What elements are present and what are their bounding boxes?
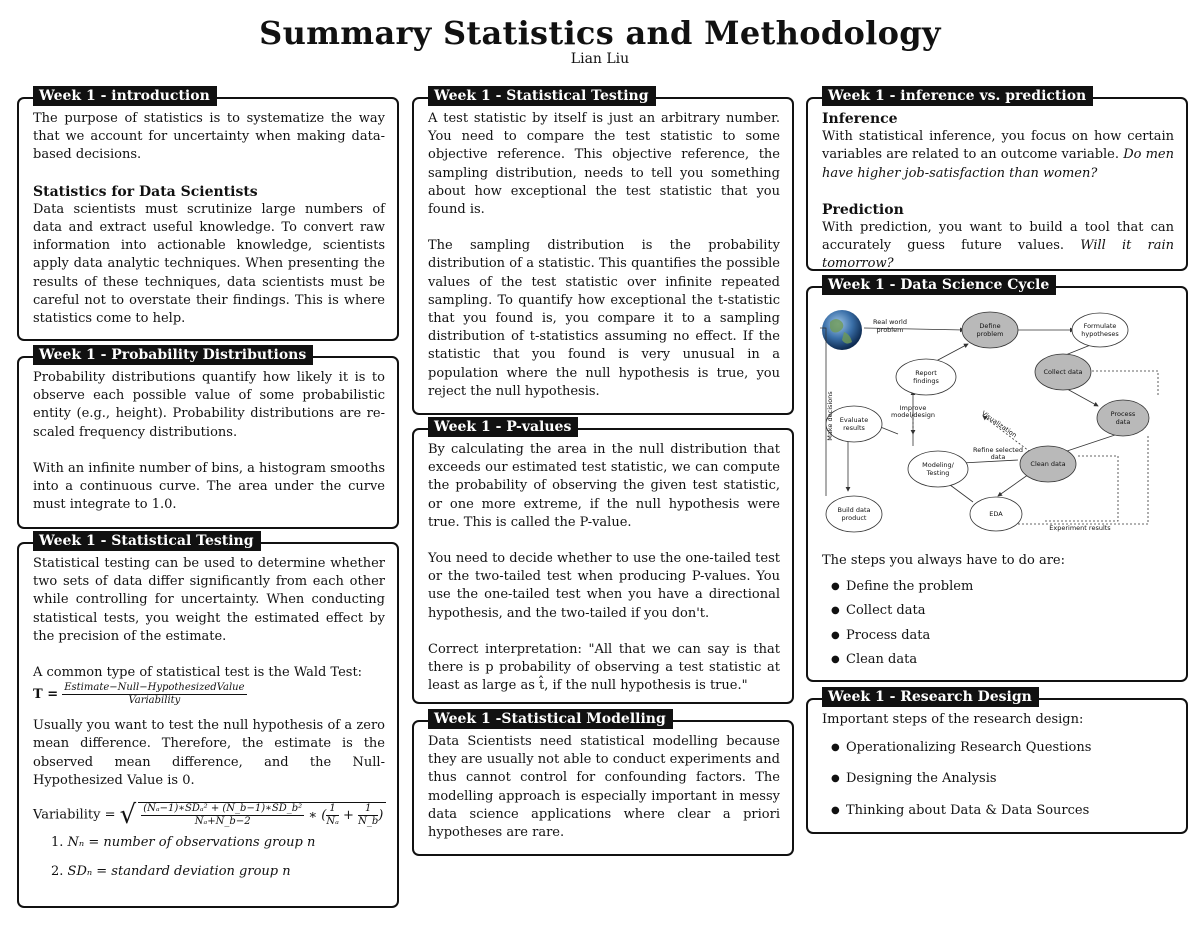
pvalues-p3: Correct interpretation: "All that we can say is that there is p probability of observing a test statistic at least as large as t̂, if the null hypothesis is true." bbox=[428, 641, 780, 694]
inference-text: With statistical inference, you focus on how certain variables are related to an outcome variable. bbox=[822, 129, 1174, 163]
list-item: ● Operationalizing Research Questions bbox=[846, 739, 1174, 757]
cycle-steps-intro: The steps you always have to do are: bbox=[822, 553, 1065, 568]
svg-text:hypotheses: hypotheses bbox=[1081, 330, 1119, 338]
prediction-text: With prediction, you want to build a tool that can accurately guess future values. bbox=[822, 220, 1174, 254]
pvalues-header: Week 1 - P-values bbox=[428, 417, 578, 437]
svg-text:Define: Define bbox=[979, 322, 1001, 330]
svg-text:Visualization: Visualization bbox=[980, 409, 1019, 440]
svg-text:product: product bbox=[841, 514, 867, 522]
sqrt-symbol: √ bbox=[119, 799, 137, 830]
modelling-p1: Data Scientists need statistical modelling because they are usually not able to conduct experiments and thus cannot control for confounding factors. The modelling approach is especially important in messy data science applications where clear a priori hypotheses are rare. bbox=[428, 734, 780, 841]
intro-header: Week 1 - introduction bbox=[33, 86, 217, 106]
svg-text:Collect data: Collect data bbox=[1043, 368, 1083, 376]
svg-text:Evaluate: Evaluate bbox=[839, 416, 869, 424]
list-item: ● Define the problem bbox=[846, 578, 1174, 596]
frac2-den: N_b bbox=[358, 816, 379, 828]
inference-example: Do men have higher job-satisfaction than women? bbox=[822, 147, 1174, 181]
svg-text:data: data bbox=[990, 453, 1006, 461]
prediction-example: Will it rain tomorrow? bbox=[822, 238, 1174, 272]
modelling-header: Week 1 -Statistical Modelling bbox=[428, 709, 673, 729]
testing-mid-p1: A test statistic by itself is just an arbitrary number. You need to compare the test statistic to some objective reference. This objective reference, the sampling distribution, needs to tell you something about how exceptional the test statistic that you found is. bbox=[428, 111, 780, 218]
wald-denominator: Variability bbox=[128, 695, 181, 707]
svg-text:Build data: Build data bbox=[837, 506, 871, 514]
page-title: Summary Statistics and Methodology bbox=[259, 14, 941, 52]
diagram-world-label: Real world bbox=[873, 318, 907, 326]
variability-root bbox=[138, 802, 386, 828]
variability-formula bbox=[33, 799, 385, 830]
svg-text:Process: Process bbox=[1110, 410, 1136, 418]
prediction-subheading: Prediction bbox=[822, 201, 904, 218]
list-item bbox=[51, 863, 385, 881]
intro-box bbox=[17, 88, 399, 341]
inference-p1 bbox=[822, 128, 1174, 183]
svg-text:data: data bbox=[1115, 418, 1131, 426]
wald-numerator: Estimate−Null−HypothesizedValue bbox=[64, 682, 245, 694]
globe-icon bbox=[822, 310, 862, 350]
svg-text:Experiment results: Experiment results bbox=[1049, 524, 1111, 532]
cycle-box bbox=[806, 277, 1188, 682]
testing-mid-box bbox=[412, 88, 794, 415]
prob-box bbox=[17, 347, 399, 529]
prob-header: Week 1 - Probability Distributions bbox=[33, 345, 313, 365]
testing-mid-header: Week 1 - Statistical Testing bbox=[428, 86, 656, 106]
variability-label: Variability = bbox=[33, 807, 116, 823]
variability-numerator: (Nₐ−1)∗SDₐ² + (N_b−1)∗SD_b² bbox=[143, 803, 303, 815]
pvalues-box bbox=[412, 419, 794, 704]
list-item: ● Process data bbox=[846, 627, 1174, 645]
variability-mult: ∗ ( bbox=[308, 808, 327, 824]
testing-left-box bbox=[17, 533, 399, 908]
list-text: SDₙ = standard deviation group n bbox=[67, 864, 291, 880]
svg-text:model/design: model/design bbox=[891, 411, 935, 419]
inference-subheading: Inference bbox=[822, 111, 898, 127]
author: Lian Liu bbox=[570, 51, 630, 67]
research-box bbox=[806, 689, 1188, 834]
research-intro: Important steps of the research design: bbox=[822, 712, 1084, 727]
data-science-cycle-diagram bbox=[818, 306, 1174, 544]
testing-left-p1: Statistical testing can be used to determine whether two sets of data differ significantly from each other while controlling for uncertainty. When conducting statistical tests, you weight the estimated effect by the precision of the estimate. bbox=[33, 556, 385, 644]
wald-t-label: T = bbox=[33, 687, 59, 703]
list-text: Nₙ = number of observations group n bbox=[67, 835, 316, 851]
svg-text:Testing: Testing bbox=[926, 469, 950, 477]
svg-text:findings: findings bbox=[913, 377, 939, 385]
intro-p1: The purpose of statistics is to systematize the way that we account for uncertainty when making data-based decisions. bbox=[33, 111, 385, 163]
testing-left-p2: A common type of statistical test is the Wald Test: bbox=[33, 665, 363, 681]
svg-text:Improve: Improve bbox=[899, 404, 927, 412]
list-number: 2. bbox=[51, 864, 64, 880]
frac1-num: 1 bbox=[326, 803, 339, 816]
svg-text:EDA: EDA bbox=[989, 510, 1003, 518]
variability-definitions bbox=[33, 834, 385, 881]
prediction-p1 bbox=[822, 219, 1174, 274]
svg-text:Clean data: Clean data bbox=[1030, 460, 1066, 468]
svg-text:results: results bbox=[843, 424, 865, 432]
list-item: ● Thinking about Data & Data Sources bbox=[846, 802, 1174, 820]
wald-formula bbox=[33, 682, 385, 707]
prob-p2: With an infinite number of bins, a histogram smooths into a continuous curve. The area under the curve must integrate to 1.0. bbox=[33, 460, 385, 513]
variability-denominator: Nₐ+N_b−2 bbox=[194, 816, 251, 828]
prob-p1: Probability distributions quantify how likely it is to observe each possible value of some probabilistic entity (e.g., height). Probability distributions are re-scaled frequency distributions. bbox=[33, 370, 385, 440]
svg-text:Make decisions: Make decisions bbox=[826, 391, 834, 441]
inference-box bbox=[806, 88, 1188, 272]
cycle-header: Week 1 - Data Science Cycle bbox=[822, 275, 1056, 295]
svg-text:problem: problem bbox=[976, 330, 1004, 338]
testing-left-header: Week 1 - Statistical Testing bbox=[33, 531, 261, 551]
research-steps-list bbox=[822, 739, 1174, 820]
list-item: ● Clean data bbox=[846, 651, 1174, 669]
variability-close: ) bbox=[378, 808, 384, 824]
frac1-den: Nₐ bbox=[326, 816, 339, 828]
intro-p2: Data scientists must scrutinize large numbers of data and extract useful knowledge. To convert raw information into actionable knowledge, scientists apply data analytic techniques. When presenting the results of these techniques, data scientists must be careful not to overstate their findings. This is where statistics come to help. bbox=[33, 201, 385, 327]
svg-text:problem: problem bbox=[876, 326, 904, 334]
frac2-num: 1 bbox=[358, 803, 378, 816]
testing-left-p3: Usually you want to test the null hypothesis of a zero mean difference. Therefore, the estimate is the observed mean difference, and the Null-Hypothesized Value is 0. bbox=[33, 718, 385, 788]
modelling-box bbox=[412, 711, 794, 856]
cycle-steps-list bbox=[822, 578, 1174, 669]
pvalues-p1: By calculating the area in the null distribution that exceeds our estimated test statistic, we can compute the probability of observing the given test statistic, or one more extreme, if the null hypothesis were true. This is called the P-value. bbox=[428, 442, 780, 530]
list-number: 1. bbox=[51, 835, 64, 851]
list-item bbox=[51, 834, 385, 852]
pvalues-p2: You need to decide whether to use the one-tailed test or the two-tailed test when producing P-values. You use the one-tailed test when you have a directional hypothesis, and the two-tailed if you don't. bbox=[428, 551, 780, 621]
svg-text:Formulate: Formulate bbox=[1083, 322, 1117, 330]
svg-text:Refine selected: Refine selected bbox=[973, 446, 1023, 454]
svg-text:Report: Report bbox=[915, 369, 937, 377]
testing-mid-p2: The sampling distribution is the probability distribution of a statistic. This quantifies the possible values of the test statistic over infinite repeated sampling. To quantify how exceptional the t-statistic that you found is, you compare it to a sampling distribution of t-statistics assuming no effect. If the statistic that you found is very unusual in a population where the null hypothesis is true, you reject the null hypothesis. bbox=[428, 238, 780, 399]
list-item: ● Collect data bbox=[846, 602, 1174, 620]
wald-fraction bbox=[62, 682, 246, 707]
variability-plus: + bbox=[343, 808, 354, 824]
list-item: ● Designing the Analysis bbox=[846, 770, 1174, 788]
intro-subheading: Statistics for Data Scientists bbox=[33, 183, 258, 200]
svg-text:Modeling/: Modeling/ bbox=[922, 461, 954, 469]
research-header: Week 1 - Research Design bbox=[822, 687, 1039, 707]
inference-header: Week 1 - inference vs. prediction bbox=[822, 86, 1093, 106]
